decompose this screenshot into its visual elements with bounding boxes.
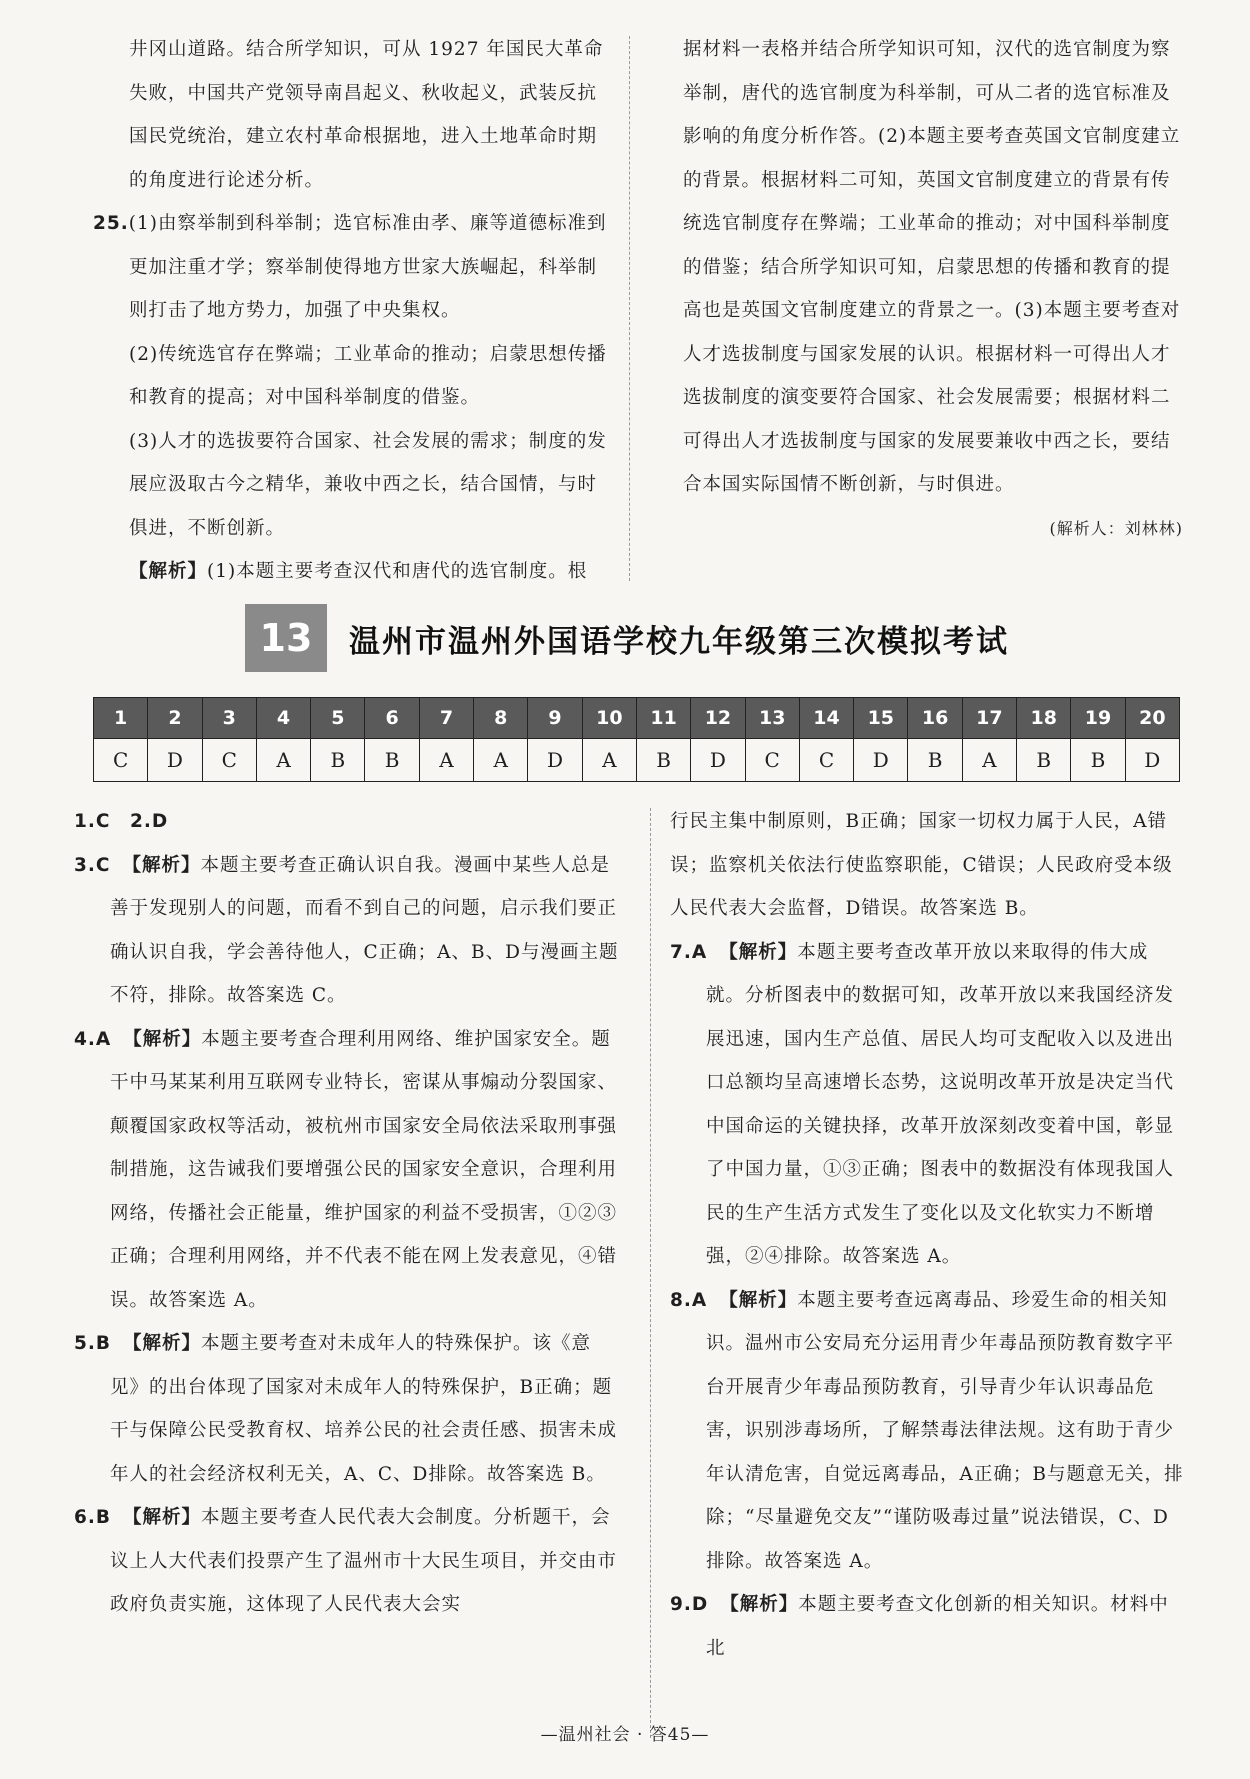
- top-left-column: [93, 28, 613, 594]
- answer-cell: A: [582, 739, 636, 782]
- answer-cell: C: [94, 739, 148, 782]
- analysis-tag: 【解析】: [122, 854, 201, 876]
- q25-part1-text: (1)由察举制到科举制；选官标准由孝、廉等道德标准到更加注重才学；察举制使得地方世家大族崛起，科举制则打击了地方势力，加强了中央集权。: [128, 213, 607, 321]
- item-number: 7.A: [670, 941, 708, 963]
- item-number: 6.B: [74, 1507, 112, 1528]
- item-number: 9.D: [670, 1594, 709, 1615]
- answer-cell: C: [745, 739, 799, 782]
- answer-cell: A: [256, 739, 310, 782]
- question-number-cell: 19: [1071, 698, 1125, 739]
- bottom-left-column: [74, 800, 619, 1627]
- answer-item: [670, 931, 1185, 1279]
- analysis-tag: 【解析】: [129, 561, 208, 582]
- answer-cell: A: [962, 739, 1016, 782]
- analysis-tag: 【解析】: [123, 1333, 202, 1354]
- analysis-tag: 【解析】: [719, 941, 798, 963]
- answer-cell: B: [1017, 739, 1071, 782]
- question-number-cell: 11: [636, 698, 690, 739]
- text-line: 井冈山道路。结合所学知识，可从 1927 年国民大革命: [129, 39, 604, 60]
- answer-cell: A: [419, 739, 473, 782]
- item-number: 5.B: [74, 1333, 112, 1354]
- bottom-right-column: [670, 800, 1185, 1670]
- answer-item: [670, 1279, 1185, 1584]
- question-number-cell: 14: [799, 698, 853, 739]
- item-number: 8.A: [670, 1289, 708, 1311]
- answer-item: [670, 1583, 1185, 1670]
- analysis-tag: 【解析】: [719, 1289, 798, 1311]
- answer-item: [74, 844, 619, 1018]
- item-number: 1.C 2.D: [74, 811, 169, 832]
- section-heading: [245, 604, 1009, 672]
- analysis-text: 行民主集中制原则，B正确；国家一切权力属于人民，A错误；监察机关依法行使监察职能，C错误；人民政府受本级人民代表大会监督，D错误。故答案选 B。: [670, 811, 1173, 919]
- section-title: 温州市温州外国语学校九年级第三次模拟考试: [349, 623, 1009, 660]
- q25-part1: [93, 202, 613, 333]
- analysis-text: 本题主要考查改革开放以来取得的伟大成就。分析图表中的数据可知，改革开放以来我国经济发展迅速，国内生产总值、居民人均可支配收入以及进出口总额均呈高速增长态势，这说明改革开放是决定当代中国命运的关键抉择，改革开放深刻改变着中国，彰显了中国力量，①③正确；图表中的数据没有体现我国人民的生产生活方式发生了变化以及文化软实力不断增强，②④排除。故答案选 A。: [706, 941, 1175, 1267]
- answer-cell: C: [799, 739, 853, 782]
- question-number-cell: 16: [908, 698, 962, 739]
- q25-part3: (3)人才的选拔要符合国家、社会发展的需求；制度的发展应汲取古今之精华，兼收中西之长，结合国情，与时俱进，不断创新。: [129, 430, 607, 539]
- question-number-row: [94, 698, 1180, 739]
- q25-analysis: [93, 550, 613, 594]
- question-number-cell: 12: [691, 698, 745, 739]
- answer-cell: C: [202, 739, 256, 782]
- text-line: 国民党统治，建立农村革命根据地，进入土地革命时期: [129, 126, 598, 147]
- page-footer: —温州社会 · 答45—: [540, 1725, 710, 1745]
- analysis-tag: 【解析】: [720, 1594, 799, 1615]
- question-number-cell: 20: [1125, 698, 1179, 739]
- analysis-text: 本题主要考查文化创新的相关知识。材料中北: [706, 1594, 1169, 1659]
- q25-number: 25.: [93, 213, 129, 234]
- question-number-cell: 9: [528, 698, 582, 739]
- analysis-tag: 【解析】: [123, 1028, 202, 1050]
- q25-part2: (2)传统选官存在弊端；工业革命的推动；启蒙思想传播和教育的提高；对中国科举制度的借鉴。: [129, 343, 607, 408]
- answer-cell: B: [908, 739, 962, 782]
- column-divider: [650, 808, 651, 1738]
- answer-item: [670, 800, 1185, 931]
- analysis-text: 本题主要考查对未成年人的特殊保护。该《意见》的出台体现了国家对未成年人的特殊保护，B正确；题干与保障公民受教育权、培养公民的社会责任感、损害未成年人的社会经济权利无关，A、C、D排除。故答案选 B。: [110, 1333, 618, 1485]
- text-line: 失败，中国共产党领导南昌起义、秋收起义，武装反抗: [129, 82, 598, 104]
- analysis-continued: 据材料一表格并结合所学知识可知，汉代的选官制度为察举制，唐代的选官制度为科举制，可从二者的选官标准及影响的角度分析作答。(2)本题主要考查英国文官制度建立的背景。根据材料二可知，英国文官制度建立的背景有传统选官制度存在弊端；工业革命的推动；对中国科举制度的借鉴；结合所学知识可知，启蒙思想的传播和教育的提高也是英国文官制度建立的背景之一。(3)本题主要考查对人才选拔制度与国家发展的认识。根据材料一可得出人才选拔制度的演变要符合国家、社会发展需要；根据材料二可得出人才选拔制度与国家的发展要兼收中西之长，要结合本国实际国情不断创新，与时俱进。: [683, 39, 1181, 495]
- question-number-cell: 18: [1017, 698, 1071, 739]
- analysis-text: 本题主要考查正确认识自我。漫画中某些人总是善于发现别人的问题，而看不到自己的问题，启示我们要正确认识自我，学会善待他人，C正确；A、B、D与漫画主题不符，排除。故答案选 C。: [110, 854, 619, 1006]
- question-number-cell: 17: [962, 698, 1016, 739]
- analysis-text: (1)本题主要考查汉代和唐代的选官制度。根: [207, 561, 588, 582]
- question-number-cell: 6: [365, 698, 419, 739]
- analysis-text: 本题主要考查人民代表大会制度。分析题干，会议上人大代表们投票产生了温州市十大民生项目，并交由市政府负责实施，这体现了人民代表大会实: [110, 1507, 618, 1615]
- answer-cell: D: [528, 739, 582, 782]
- answer-cell: A: [474, 739, 528, 782]
- item-number: 4.A: [74, 1028, 112, 1050]
- question-number-cell: 7: [419, 698, 473, 739]
- answer-cell: D: [1125, 739, 1179, 782]
- question-number-cell: 10: [582, 698, 636, 739]
- analysis-tag: 【解析】: [123, 1507, 202, 1528]
- question-number-cell: 2: [148, 698, 202, 739]
- question-number-cell: 8: [474, 698, 528, 739]
- column-divider: [629, 36, 630, 581]
- answer-cell: D: [854, 739, 908, 782]
- question-number-cell: 3: [202, 698, 256, 739]
- answer-table: [93, 697, 1180, 782]
- answer-item: [74, 800, 619, 844]
- section-number: 13: [245, 604, 327, 672]
- answer-item: [74, 1018, 619, 1323]
- answer-row: [94, 739, 1180, 782]
- analyst-credit: (解析人：刘林林): [1049, 518, 1183, 538]
- answer-cell: B: [365, 739, 419, 782]
- item-number: 3.C: [74, 854, 111, 876]
- analysis-text: 本题主要考查合理利用网络、维护国家安全。题干中马某某利用互联网专业特长，密谋从事煽动分裂国家、颠覆国家政权等活动，被杭州市国家安全局依法采取刑事强制措施，这告诫我们要增强公民的国家安全意识，合理利用网络，传播社会正能量，维护国家的利益不受损害，①②③正确；合理利用网络，并不代表不能在网上发表意见，④错误。故答案选 A。: [110, 1028, 618, 1311]
- question-number-cell: 1: [94, 698, 148, 739]
- text-line: 的角度进行论述分析。: [129, 169, 325, 191]
- answer-cell: B: [636, 739, 690, 782]
- answer-item: [74, 1496, 619, 1627]
- answer-cell: B: [1071, 739, 1125, 782]
- top-right-column: [683, 28, 1183, 550]
- question-number-cell: 4: [256, 698, 310, 739]
- answer-cell: D: [691, 739, 745, 782]
- answer-cell: D: [148, 739, 202, 782]
- question-number-cell: 15: [854, 698, 908, 739]
- answer-cell: B: [311, 739, 365, 782]
- question-number-cell: 13: [745, 698, 799, 739]
- question-number-cell: 5: [311, 698, 365, 739]
- analysis-text: 本题主要考查远离毒品、珍爱生命的相关知识。温州市公安局充分运用青少年毒品预防教育数字平台开展青少年毒品预防教育，引导青少年认识毒品危害，识别涉毒场所，了解禁毒法律法规。这有助于青少年认清危害，自觉远离毒品，A正确；B与题意无关，排除；“尽量避免交友”“谨防吸毒过量”说法错误，C、D排除。故答案选 A。: [706, 1289, 1184, 1572]
- answer-item: [74, 1322, 619, 1496]
